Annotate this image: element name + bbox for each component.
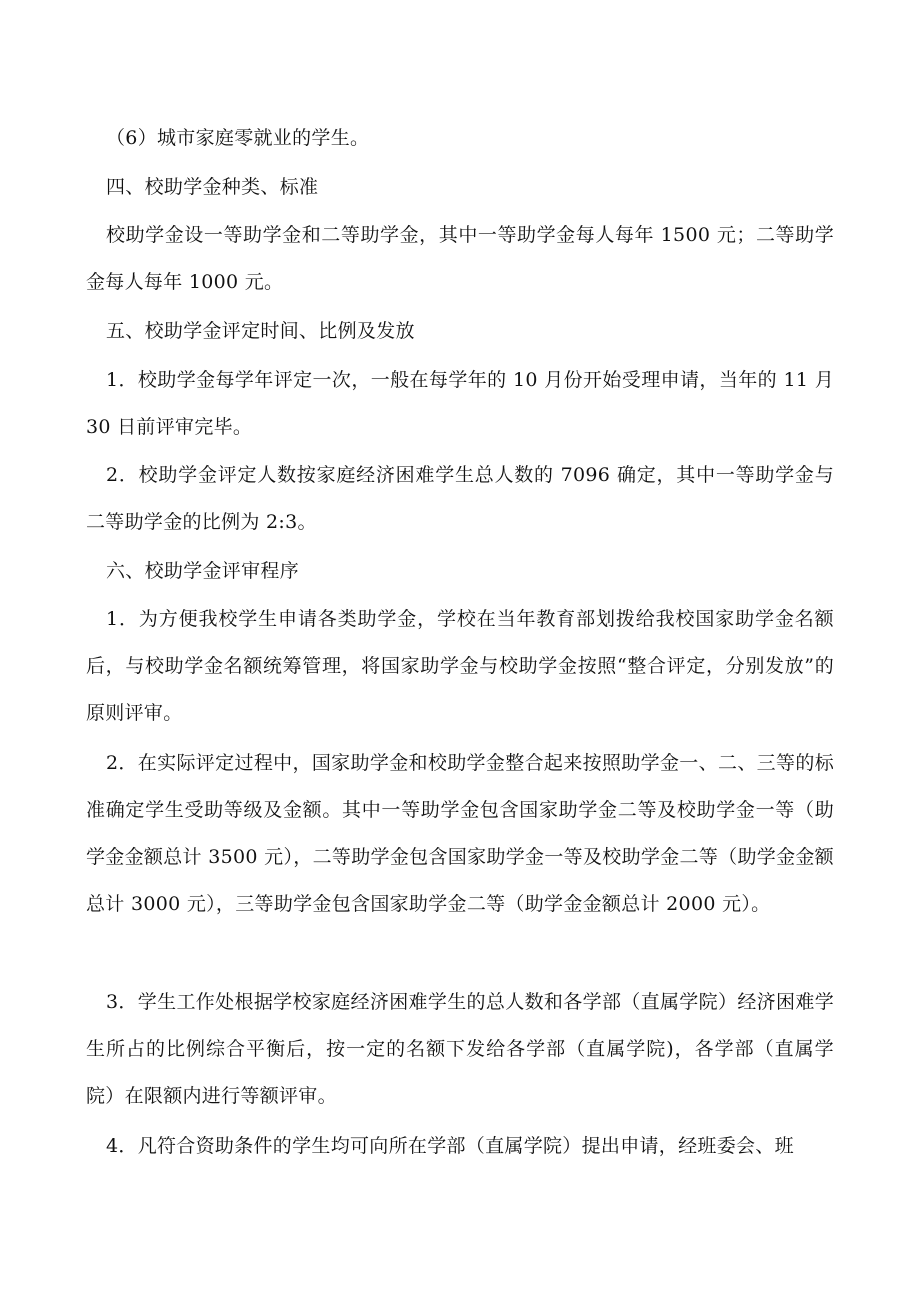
paragraph-evaluation-ratio: 2．校助学金评定人数按家庭经济困难学生总人数的 7096 确定，其中一等助学金与二等助学金的比例为 2:3。 <box>86 464 834 533</box>
section-heading-6: 六、校助学金评审程序 <box>106 560 300 582</box>
paragraph-evaluation-time: 1．校助学金每学年评定一次，一般在每学年的 10 月份开始受理申请，当年的 11 月 30 日前评审完毕。 <box>86 369 834 438</box>
paragraph-item-6: （6）城市家庭零就业的学生。 <box>106 127 370 149</box>
section-heading-5: 五、校助学金评定时间、比例及发放 <box>106 320 415 342</box>
paragraph-procedure-1: 1．为方便我校学生申请各类助学金，学校在当年教育部划拨给我校国家助学金名额后，与校助学金名额统筹管理，将国家助学金与校助学金按照“整合评定，分别发放”的原则评审。 <box>86 608 834 724</box>
paragraph-procedure-4: 4．凡符合资助条件的学生均可向所在学部（直属学院）提出申请，经班委会、班 <box>106 1135 794 1157</box>
paragraph-grant-types: 校助学金设一等助学金和二等助学金，其中一等助学金每人每年 1500 元；二等助学金每人每年 1000 元。 <box>86 224 834 293</box>
paragraph-procedure-3: 3．学生工作处根据学校家庭经济困难学生的总人数和各学部（直属学院）经济困难学生所占的比例综合平衡后，按一定的名额下发给各学部（直属学院)，各学部（直属学院）在限额内进行等额评审。 <box>86 991 834 1107</box>
section-heading-4: 四、校助学金种类、标准 <box>106 176 319 198</box>
paragraph-procedure-2: 2．在实际评定过程中，国家助学金和校助学金整合起来按照助学金一、二、三等的标准确定学生受助等级及金额。其中一等助学金包含国家助学金二等及校助学金一等（助学金金额总计 3500 元），二等助学金包含国家助学金一等及校助学金二等（助学金金额总计 3000 元），三等助学金包含国家助学金二等（助学金金额总计 2000 元）。 <box>86 752 834 915</box>
